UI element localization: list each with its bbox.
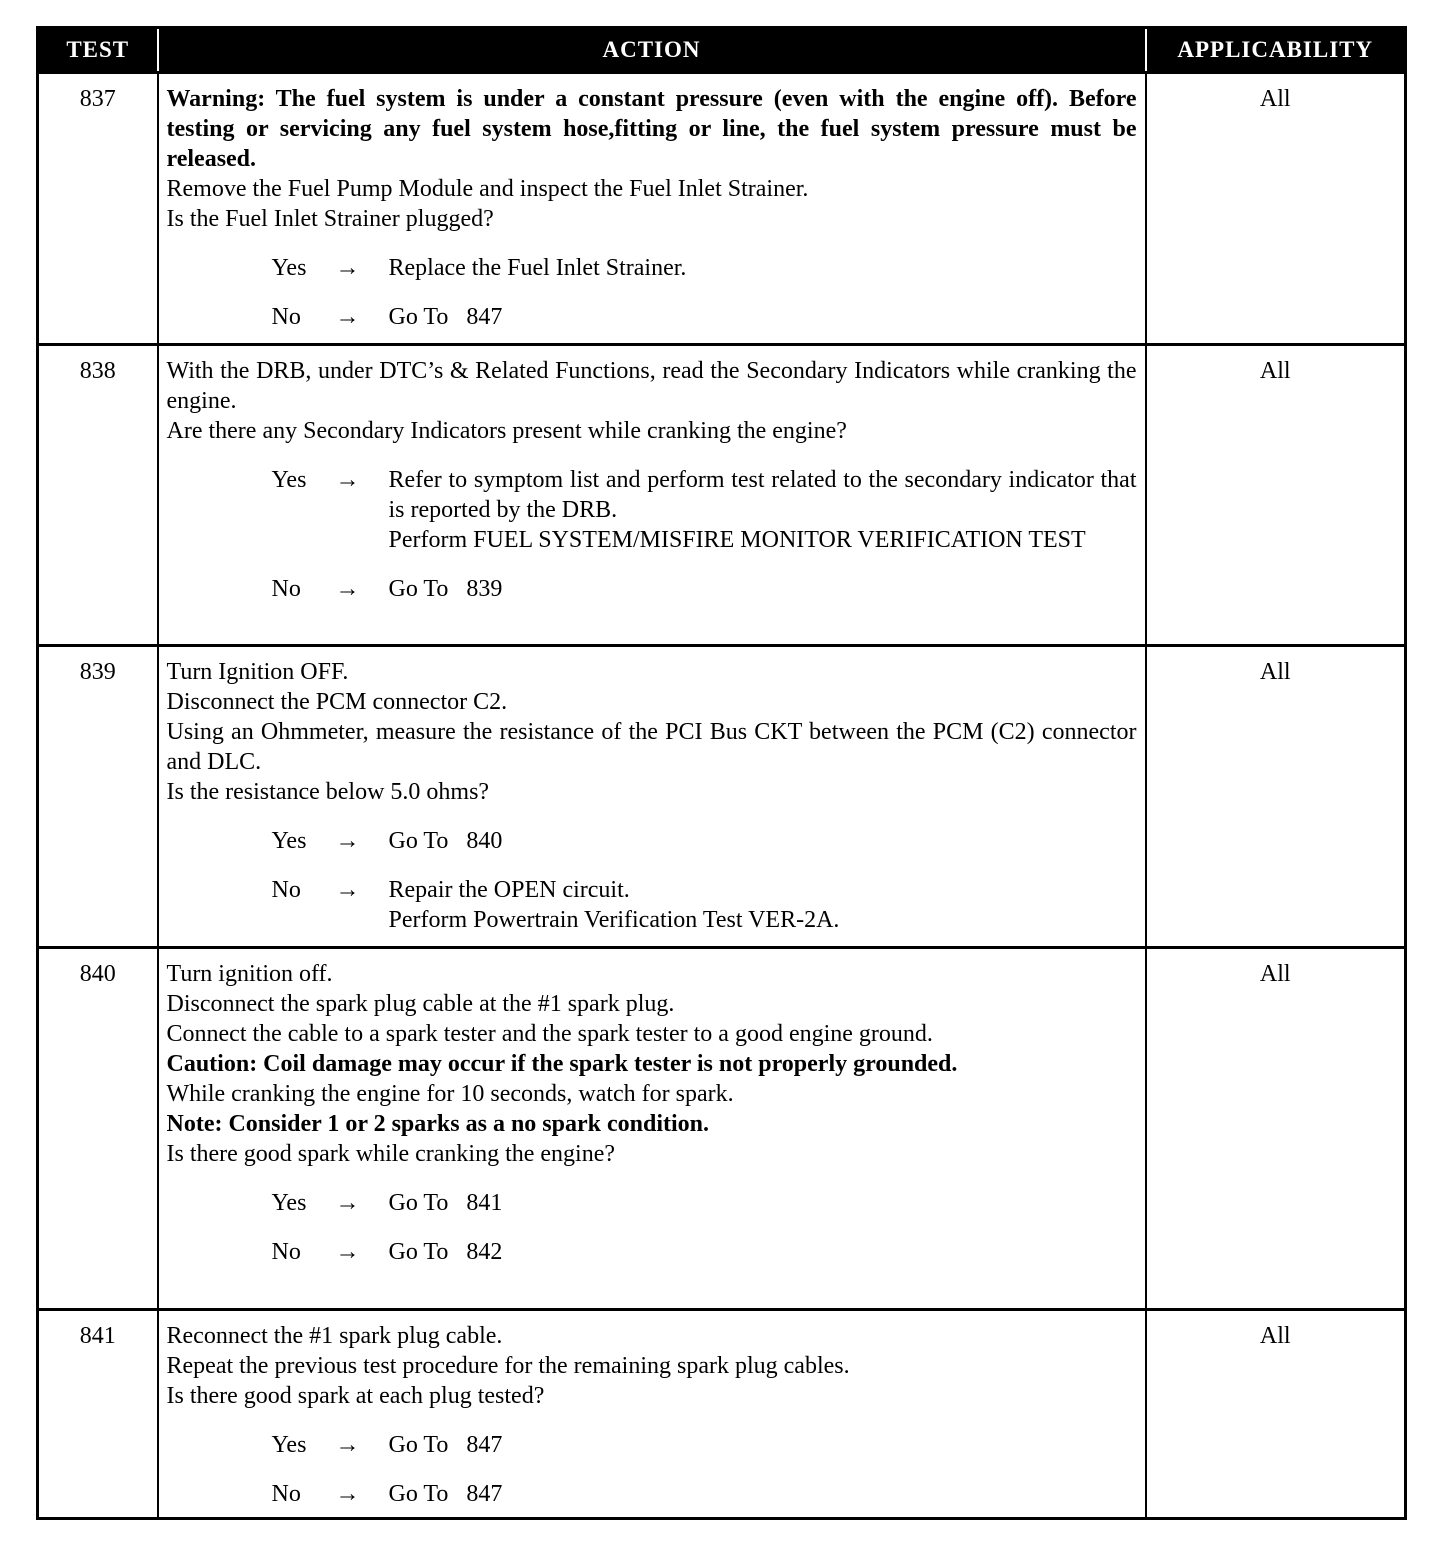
action-warning-text: Caution: Coil damage may occur if the spark tester is not properly grounded.	[166, 1051, 958, 1077]
no-target	[389, 875, 1137, 935]
no-target	[389, 1479, 1137, 1509]
yes-response	[272, 1188, 1137, 1218]
test-number: 839	[38, 646, 158, 948]
action-step-text: Is the Fuel Inlet Strainer plugged?	[166, 206, 494, 232]
no-target	[389, 1237, 1137, 1267]
arrow-icon: →	[335, 877, 360, 903]
table-row	[38, 345, 1406, 646]
yes-target-line: Perform FUEL SYSTEM/MISFIRE MONITOR VERIFICATION TEST	[388, 527, 1086, 553]
no-target	[389, 574, 1137, 604]
arrow-icon: →	[335, 255, 360, 281]
header-applicability: APPLICABILITY	[1146, 28, 1406, 73]
no-label: No	[271, 877, 301, 903]
no-target-line: Go To 842	[388, 1239, 503, 1265]
action-step-text: Is there good spark at each plug tested?	[166, 1383, 545, 1409]
action-step-text: Turn Ignition OFF.	[166, 659, 349, 685]
action-step-text: While cranking the engine for 10 seconds, watch for spark.	[166, 1081, 734, 1107]
test-number: 840	[38, 948, 158, 1310]
action-step-text: Using an Ohmmeter, measure the resistance of the PCI Bus CKT between the PCM (C2) connector and DLC.	[166, 719, 1137, 775]
no-target-line: Go To 839	[388, 576, 503, 602]
yes-label: Yes	[271, 1190, 307, 1216]
arrow-icon: →	[335, 304, 360, 330]
yes-response	[272, 1430, 1137, 1460]
yes-label: Yes	[271, 255, 307, 281]
applicability-cell: All	[1146, 345, 1406, 646]
yes-target-line: Replace the Fuel Inlet Strainer.	[388, 255, 687, 281]
action-step-text: Are there any Secondary Indicators present while cranking the engine?	[166, 418, 847, 444]
diagnostic-test-table	[36, 26, 1407, 1520]
applicability-cell: All	[1146, 646, 1406, 948]
action-step-text: Repeat the previous test procedure for the remaining spark plug cables.	[166, 1353, 850, 1379]
no-target-line: Go To 847	[388, 1481, 503, 1507]
yes-label: Yes	[271, 828, 307, 854]
yes-target	[389, 253, 1137, 283]
action-step-text: Connect the cable to a spark tester and the spark tester to a good engine ground.	[166, 1021, 933, 1047]
applicability-cell: All	[1146, 1310, 1406, 1519]
no-response	[272, 574, 1137, 604]
test-number: 838	[38, 345, 158, 646]
test-number: 837	[38, 73, 158, 345]
yes-target	[388, 465, 1143, 555]
action-step-text: Is the resistance below 5.0 ohms?	[166, 779, 490, 805]
action-step-text: Reconnect the #1 spark plug cable.	[166, 1323, 503, 1349]
no-target-line: Perform Powertrain Verification Test VER-2A.	[388, 907, 840, 933]
table-row	[38, 73, 1406, 345]
no-label: No	[271, 304, 301, 330]
no-response	[272, 1479, 1137, 1509]
action-cell	[158, 73, 1146, 345]
arrow-icon: →	[335, 1432, 360, 1458]
action-step-text: Remove the Fuel Pump Module and inspect the Fuel Inlet Strainer.	[166, 176, 809, 202]
action-cell	[158, 646, 1146, 948]
no-label: No	[271, 576, 301, 602]
yes-target	[389, 1430, 1137, 1460]
action-cell	[158, 1310, 1146, 1519]
no-label: No	[271, 1239, 301, 1265]
no-response	[272, 302, 1137, 332]
yes-target-line: Go To 847	[388, 1432, 503, 1458]
arrow-icon: →	[335, 467, 360, 493]
yes-target	[389, 826, 1137, 856]
action-step-text: Is there good spark while cranking the engine?	[166, 1141, 616, 1167]
yes-label: Yes	[271, 1432, 307, 1458]
no-target-line: Repair the OPEN circuit.	[388, 877, 630, 903]
table-row	[38, 646, 1406, 948]
action-cell	[158, 948, 1146, 1310]
arrow-icon: →	[335, 828, 360, 854]
action-warning-text: Warning: The fuel system is under a constant pressure (even with the engine off). Before testing or servicing any fuel system hose,fitting or line, the fuel system pressure must be released.	[166, 86, 1137, 172]
applicability-cell: All	[1146, 948, 1406, 1310]
arrow-icon: →	[335, 1190, 360, 1216]
no-response	[272, 1237, 1137, 1267]
action-step-text: Turn ignition off.	[166, 961, 333, 987]
action-step-text: Disconnect the PCM connector C2.	[166, 689, 508, 715]
yes-target	[389, 1188, 1137, 1218]
yes-target-line: Refer to symptom list and perform test related to the secondary indicator that is reported by the DRB.	[388, 467, 1143, 523]
action-warning-text: Note: Consider 1 or 2 sparks as a no spark condition.	[166, 1111, 710, 1137]
test-number: 841	[38, 1310, 158, 1519]
table-header-row	[38, 28, 1406, 73]
arrow-icon: →	[335, 1481, 360, 1507]
no-target	[389, 302, 1137, 332]
yes-response	[272, 826, 1137, 856]
table-row	[38, 1310, 1406, 1519]
action-step-text: Disconnect the spark plug cable at the #1 spark plug.	[166, 991, 675, 1017]
action-cell	[158, 345, 1146, 646]
header-action: ACTION	[158, 28, 1146, 73]
yes-target-line: Go To 840	[388, 828, 503, 854]
yes-label: Yes	[271, 467, 307, 493]
no-target-line: Go To 847	[388, 304, 503, 330]
no-label: No	[271, 1481, 301, 1507]
no-response	[272, 875, 1137, 935]
arrow-icon: →	[335, 1239, 360, 1265]
yes-response	[271, 465, 1143, 555]
action-step-text: With the DRB, under DTC’s & Related Functions, read the Secondary Indicators while cranking the engine.	[166, 358, 1137, 414]
arrow-icon: →	[335, 576, 360, 602]
applicability-cell: All	[1146, 73, 1406, 345]
table-row	[38, 948, 1406, 1310]
header-test: TEST	[38, 28, 158, 73]
yes-target-line: Go To 841	[388, 1190, 503, 1216]
yes-response	[272, 253, 1137, 283]
